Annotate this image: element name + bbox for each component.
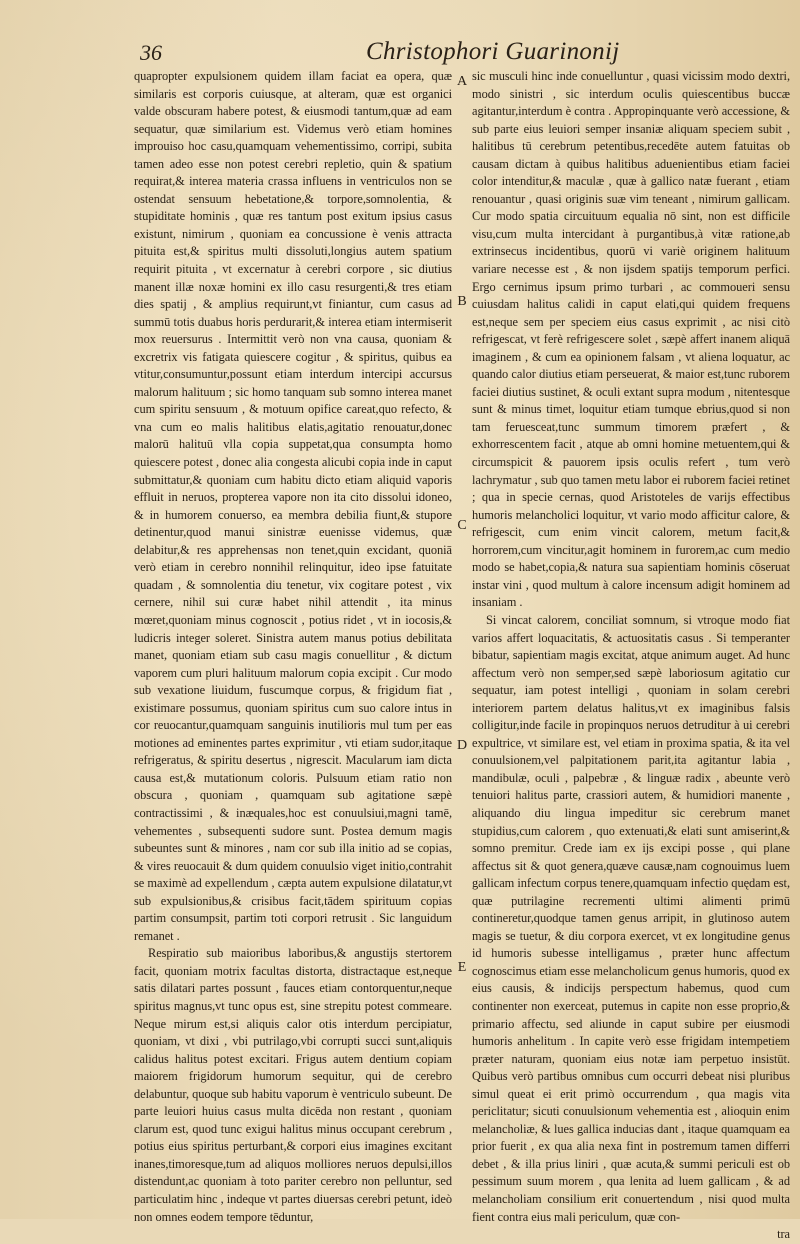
running-title: Christophori Guarinonij [366, 38, 620, 65]
page-header [140, 38, 780, 70]
page-number: 36 [140, 40, 162, 65]
right-paragraph: Si vincat calorem, conciliat somnum, si vtroque modo fiat varios affert loquacitatis, & actuositatis casus . Si temperanter bibatur, sapientiam magis excitat, atque animum auget. Ad hunc affectum verò non semper,sed sæpè laboriosum agitatio cur sequatur, iam potest intelligi , quoniam in solam cerebri interiorem partem delatus halitus,vt ex imaginibus falsis colligitur,inde facile in propinquos neruos detruditur à ui cerebri expultrice, vt similare est, vel etiam in proxima spatia, & ita vel conuulsionem,vel palpitationem parit,ita agitantur labia , mandibulæ, oculi , palpebræ , & linguæ radix , abeunte verò tenuiori halitus parte, crassiori autem, & humidiori manente , aliquando diu lingua impeditur sic cerebrum manet stupidius,cum calorem , quo extenuati,& elati sunt amiserint,& somno premitur. Crede iam ex ijs excipi posse , qui plane affectus sit & quot genera,quæve causæ,nam cognouimus luem gallicam infectum corpus tenere,quamquam infectio quędam est, quæ putrilagine recrementi ultimi alimenti primū contineretur,quodque tamen genus arripit, in glutinoso autem magis se tuetur, & diu corpora exercet, vt ex longitudine genus id humoris subesse intelligamus , præter hunc affectum cognoscimus etiam esse melancholicum genus humoris, quod ex eius causis, & indicijs perspectum habemus, quod cum continenter non exerceat, putemus in capite non esse proprio,& primario affectu, sed aliunde in caput subire per eiusmodi humoris anhelitum . In capite verò esse frigidam intempetiem præter naturam, quoniam eius notæ iam perpetuo insistūt. Quibus verò partibus omnibus cum occurri debeat nisi pluribus simul queat ei erit primò occurrendum , qua magis vita periclitatur; sicuti conuulsionum vehementia est , alioquin enim melancholiæ, & lues gallica inducias dant , itaque quamquam ea prior fuerit , ex qua alia nexa fint in postremum tamen differri debet , & illa prius liniri , quæ acuta,& summi periculi est ob pessimum suum morem , qua lenita ad luem gallicam , & ad melancholiam consilium erit conuertendum , nisi quod multa fient contra eius mali periculum, quæ con- [472, 612, 790, 1224]
catchword: tra [777, 1227, 790, 1242]
margin-letter-a: A [456, 74, 468, 89]
left-paragraph: quapropter expulsionem quidem illam faciat ea opera, quæ similaris est corporis cuiusque, at alteram, quæ est organici valde obscuram habere potest, & eiusmodi tantum,quæ ad eam sequatur, quæ similarium est. Videmus verò etiam homines improuiso hoc casu,quamquam vehementissimo, corripi, subita tamen adeo esse non potest cerebri repletio, quin & spatium requirat,& interea materia crassa influens in ventriculos non se ostendat sensuum hebetatione,& torpore,somnolentia, & stupiditate hominis , quæ res tantum post exitum ipsius casus existunt, nimirum , quoniam ea concussione è venis attracta pituita est,& spiritus multi dissoluti,longius autem spatium requirit pituita , vt excernatur à cerebri corpore , sic diutius manent illæ noxæ homini ex illo casu resurgenti,& tres etiam dies spatij , & amplius requirunt,vt finiantur, cum casus ad summū totis duabus horis perdurarit,& interea etiam intermiserit mox reuersurus . Intermittit verò non vna causa, quoniam & excretrix vis fatigata quiescere cogitur , & spiritus, quibus ea vtitur,consumuntur,possunt etiam interdum intercipi accursus malorum halituum ; sic homo tanquam sub somno interea manet cum spiritu sensuum , & motuum opifice careat,quo refecto, & vna cum eo malis halitibus elatis,agitatio renouatur,donec malorū halituū vlla copia suppetat,qua consumpta homo quiescere potest , donec alia congesta alicubi copia inde in caput submittatur,& quoniam cum habitu dicto etiam aliquid vaporis effluit in neruos, propterea vapore non ita cito dissolui idoneo, & in humorem conuerso, ea membra debilia fiunt,& stupore detinentur,quod manui sinistræ euenisse videmus, quæ delabitur,& res apprehensas non tenet,quin excidant, quoniā verò etiam in cerebro nonnihil relinquitur, ideo ipse fatuitate quadam , & somnolentia diu tenetur, vix cogitare potest , vix cernere, nihil sui curæ habet nihil attendit , ita minus mœret,quoniam minus cognoscit , potius ridet , vt in iocosis,& ludicris integer soleret. Sinistra autem manus potius debilitata manet, quoniam etiam sub casu magis conuellitur , & dictum vaporem cum pluri halituum malorum copia excipit . Cur modo sub vexatione liuidum, fuscumque corpus, & frigidum fiat , existimare possumus, quoniam spiritus cum suo calore intus in cor reuocantur,quamquam sanguinis inutilioris mul tum per eas motiones ad eminentes partes exprimitur , vti etiam sudor,itaque refrigeratus, & spiritu desertus , nigrescit. Macularum iam dicta causa est,& mutationum coloris. Pulsuum etiam ratio non obscura , quoniam , quamquam sub agitatione sæpè contractissimi , & inæquales,hoc est conuulsiui,magni tamē, vehementes , subsequenti sudore sunt. Postea demum magis subeuntes sunt & minores , nam cor sub illa initio ad se copias, & vires reuocauit & dum quidem conuulsio viget initio,contrahit se maximè ad expellendum , cæpta autem expulsione dilatatur,vt sub expulsionibus,& crisibus facit,tādem spirituum copias partim consumpsit, partim toti corpori retrusit . Sic languidum remanet . [134, 69, 452, 943]
left-column [134, 68, 452, 1224]
margin-letter-b: B [457, 294, 467, 309]
right-paragraph: sic musculi hinc inde conuelluntur , quasi vicissim modo dextri, modo sinistri , sic interdum oculis quiescentibus buccæ agitantur,interdum è contra . Appropinquante verò accessione, & sub parte eius leuiori semper insaniæ aliquam speciem subit , halitibus tū cerebrum petentibus,recedēte autem fatuitas ob causam dictam à quibus halitibus aduenientibus etiam faciei color intenditur,& maculæ , quæ à gallico natæ fuerant , etiam renouantur , quasi originis suæ vim teneant , nimirum gallicam. Cur modo spatia circuituum equalia nō sint, non est difficile visu,cum multa intercidant à purgantibus,à vitæ ratione,ab extrinsecus incidentibus, quorū vi variè originem halituum variare necesse est , & non ijsdem spatijs temporum perfici. Ergo cernimus ipsum primo turbari , ac commoueri sensu cuiusdam halitus calidi in caput elati,qui quidem frequens est,neque sem per speciem eius casus exprimit , ac nisi citò refrigescat, vt ferè refrigescere solet , sæpè affert inanem aliquā imaginem , & cum ea opinionem falsam , vt aliena loquatur, ac quando calor diutius etiam perseuerat, & maior est,tunc ruborem faciei diutius sustinet, & oculi extant supra modum , nitentesque sunt & minus timet, loquitur etiam tumque ebrius,quod si non tam feruesceat,tunc summum timorem præfert , & exhorrescentem facit , atque ab omni homine metuentem,qui & circumspicit & pauorem ipsis oculis refert , tum verò lachrymatur , sub quo tamen metu labor ei ruborem faciei retinet ; qua in specie cernas, quod Aristoteles de varijs effectibus humoris melancholici loquitur, vt vario modo afficitur calore, & refrigescit, cum enim vincit calorem, metum facit,& horrorem,cum vincitur,agit hominem in furorem,ac cum medio modo se habet,copia,& natura sua sapientiam hominis cōseruat instar vini , quod multum à calore incensum adigit hominem ad insaniam . [472, 69, 790, 610]
right-column [472, 68, 790, 1242]
margin-letter-e: E [457, 960, 467, 975]
margin-letter-c: C [457, 518, 467, 533]
margin-letter-d: D [456, 738, 468, 753]
left-paragraph: Respiratio sub maioribus laboribus,& angustijs stertorem facit, quoniam motrix facultas distorta, distractaque est,neque satis dilatari partes possunt , fauces etiam contorquentur,neque spiritus magnus,vt tunc opus est, sine strepitu potest commeare. Neque mirum est,si aliquis calor otis interdum percipiatur, quoniam, vt dixi , vbi putrilago,vbi corrupti succi sunt,aliquis calidus halitus potest excitari. Frigus autem dentium copiam maiorem frigidorum humorum sequitur, qui de cerebro delabuntur, quoque sub habitu vaporum è ventriculo subeunt. De parte leuiori huius casus multa dicēda non restant , quoniam clarum est, quod tunc exigui halitus minus occupant cerebrum , potius eius spiritus perturbant,& corpori eius imagines excitant inanes,timoresque,tum ad aliquos molliores neruos depulsi,illos distendunt,ac quoniam à toto pariter cerebro non pelluntur, sed particulatim hinc , indeque vt partes diuersas cerebri petunt, ideò non omnes eodem tempore tēduntur, [134, 946, 452, 1224]
